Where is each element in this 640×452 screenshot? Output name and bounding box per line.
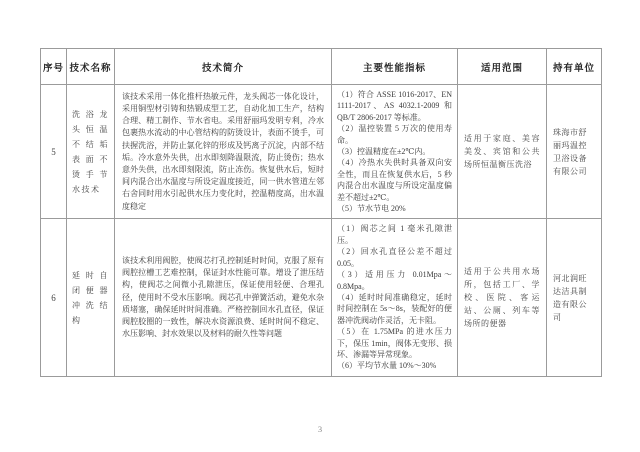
table-row	[41, 85, 602, 219]
indicator-item: （1）阀芯之间 1 毫米孔隙泄压。	[337, 224, 452, 245]
header-applicable-scope: 适用范围	[458, 49, 547, 85]
indicator-item: （5）节水节电 20%	[337, 204, 406, 214]
technology-table	[40, 48, 602, 377]
table-header-row	[41, 49, 602, 85]
technology-name-cell: 洗浴龙头恒温不结垢表面不烫手节水技术	[67, 85, 115, 219]
indicator-item: （2）回水孔直径公差不超过 0.05。	[337, 247, 452, 268]
page-number: 3	[317, 424, 323, 434]
applicable-scope-cell: 适用于家庭、美容美发、宾馆和公共场所恒温衡压洗浴	[458, 85, 547, 219]
performance-indicators-cell	[332, 85, 458, 219]
technology-intro-cell: 该技术利用阀腔，使阀芯打孔控制延时时间，克服了原有阀腔拉槽工艺难控制，保证封水性能可靠。增设了泄压结构，使阀芯之间微小孔隙泄压，保证使用轻便、合理孔径，使用时不受水压影响。阀芯孔中弹簧活动，避免水杂质堵塞，确保延时时间准确。严格控制回水孔直径，保证阀腔胶圈的一致性，解决水资源浪费、延时时间不稳定、水压影响、封水效果以及材料的耐久性等问题	[115, 219, 332, 376]
header-serial-number: 序号	[41, 49, 67, 85]
indicator-item: （3）控温精度在±2℃内。	[337, 147, 431, 157]
indicator-item: （3）适用压力 0.01Mpa～0.8Mpa。	[337, 270, 452, 291]
indicator-item: （4）冷热水失供时具备双向安全性，而且在恢复供水后，5 秒内混合出水温度与所设定温度偏差不超过±2℃。	[337, 158, 452, 202]
indicator-item: （6）平均节水量 10%～30%	[337, 361, 437, 371]
technology-intro-cell: 该技术采用一体化推杆热敏元件，龙头阀芯一体化设计，采用铜型材引铸和热锻成型工艺，自动化加工生产，结构合理、精工制作、节水省电。采用舒丽玛发明专利，冷水包裹热水流动的中心管结构的防烫设计，表面不烫手，可扶握洗浴，并防止氯化锌的形成及钙离子沉淀，内部不结垢。冷水意外失供，出水即刻降温限流，防止烫伤；热水意外失供，出水即刻限流，防止冻伤。恢复供水后，短时间内混合出水温度与所设定温度接近，同一供水管道左邻右舍同时用水引起供水压力变化时，控温精度高，出水温度稳定	[115, 85, 332, 219]
header-technology-name: 技术名称	[67, 49, 115, 85]
header-performance-indicators: 主要性能指标	[332, 49, 458, 85]
header-technology-intro: 技术简介	[115, 49, 332, 85]
serial-number-cell: 6	[41, 219, 67, 376]
applicable-scope-cell: 适用于公共用水场所，包括工厂、学校、医院、客运站、公厕、列车等场所的便器	[458, 219, 547, 376]
holding-unit-cell: 珠海市舒丽玛温控卫浴设备有限公司	[547, 85, 602, 219]
header-holding-unit: 持有单位	[547, 49, 602, 85]
table-row	[41, 219, 602, 376]
indicator-item: （2）温控装置 5 万次的使用寿命。	[337, 124, 452, 145]
serial-number-cell: 5	[41, 85, 67, 219]
holding-unit-cell: 河北润旺达洁具制造有限公司	[547, 219, 602, 376]
indicator-item: （1）符合 ASSE 1016-2017、EN 1111-2017、AS 4032.1-2009 和 QB/T 2806-2017 等标准。	[337, 90, 452, 122]
technology-name-cell: 延时自闭便器冲洗结构	[67, 219, 115, 376]
indicator-item: （4）延时时间准确稳定，延时时间控制在 5s～8s，装配好的便器冲洗阀动作灵活，无卡阻。	[337, 292, 452, 325]
indicator-item: （5）在 1.75MPa 的进水压力下，保压 1min，阀体无变形、损坏、渗漏等异常现象。	[337, 327, 452, 359]
performance-indicators-cell	[332, 219, 458, 376]
